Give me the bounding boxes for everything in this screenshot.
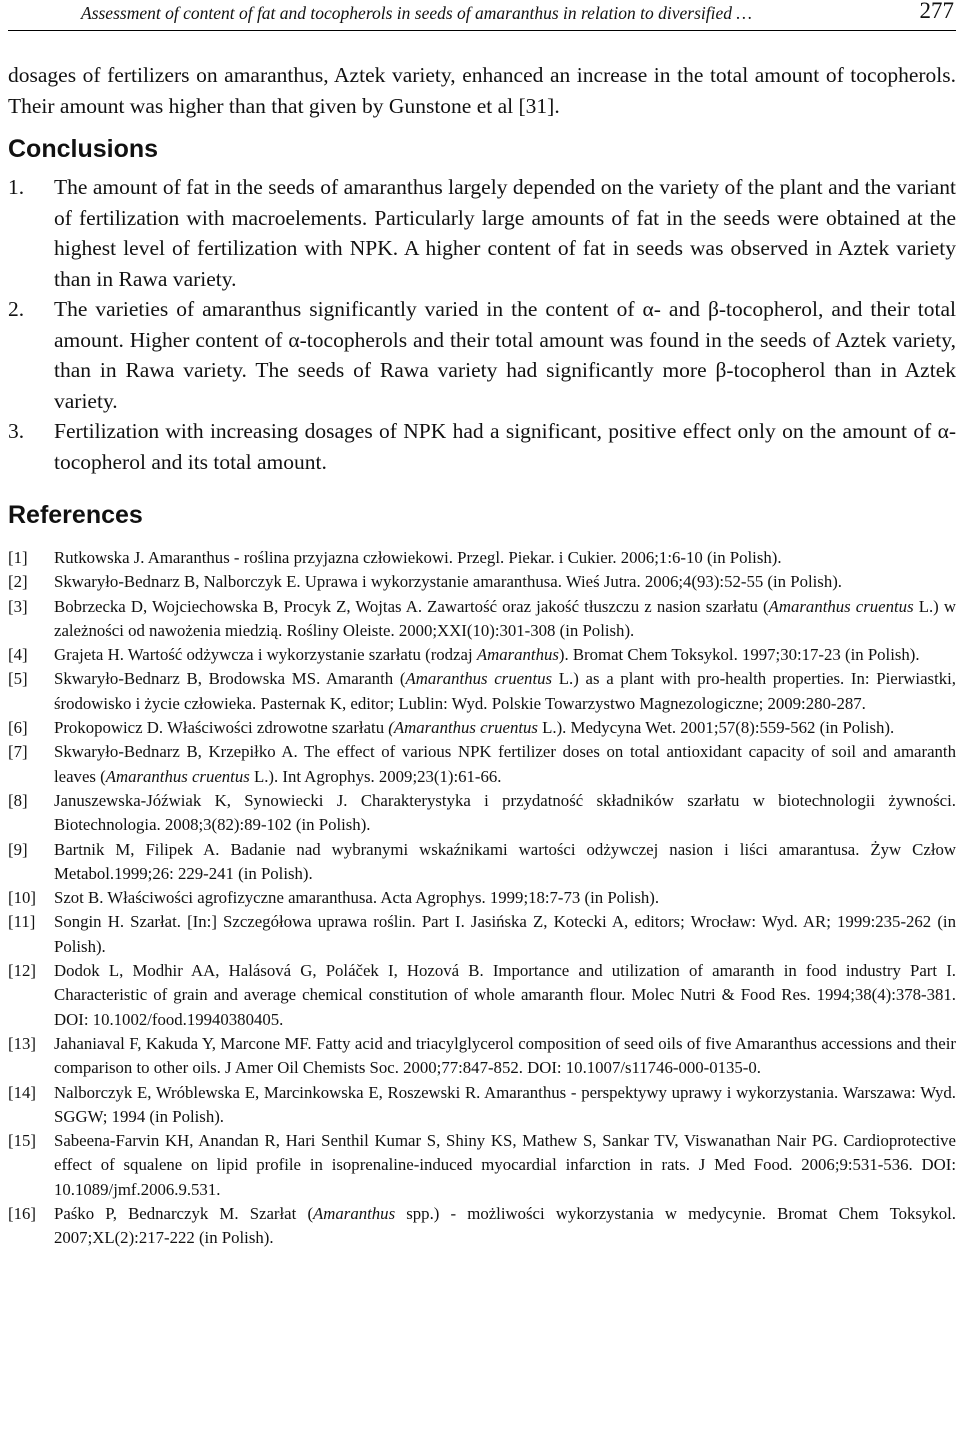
reference-text: Januszewska-Jóźwiak K, Synowiecki J. Charakterystyka i przydatność składników szarłatu w biotechnologii żywności. Biotechnologia. 2008;3(82):89-102 (in Polish).	[54, 790, 956, 835]
reference-text: Songin H. Szarłat. [In:] Szczegółowa uprawa roślin. Part I. Jasińska Z, Kotecki A, editors; Wrocław: Wyd. AR; 1999:235-262 (in Polish).	[54, 912, 956, 956]
reference-text: Skwaryło-Bednarz B, Krzepiłko A. The effect of various NPK fertilizer doses on total antioxidant capacity of soil and amaranth leaves (	[54, 742, 956, 786]
reference-text: Jahaniaval F, Kakuda Y, Marcone MF. Fatty acid and triacylglycerol composition of seed oils of five Amaranthus accessions and their comparison to other oils. J Amer Oil Chemists Soc. 2000;77:847-852. DOI: 10.1007/s11746-000-0135-0.	[54, 1033, 956, 1078]
reference-text: Grajeta H. Wartość odżywcza i wykorzystanie szarłatu (rodzaj	[54, 645, 477, 665]
reference-text: spp.) - możliwości wykorzystania w medycynie. Bromat Chem Toksykol. 2007;XL(2):217-222 (in Polish).	[54, 1204, 956, 1248]
reference-text: Skwaryło-Bednarz B, Nalborczyk E. Uprawa i wykorzystanie amaranthusa. Wieś Jutra. 2006;4(93):52-55 (in Polish).	[54, 572, 843, 592]
reference-text: Paśko P, Bednarczyk M. Szarłat (	[54, 1204, 314, 1224]
reference-item	[8, 1081, 956, 1130]
reference-text: L.) w zależności od nawożenia miedzią. Rośliny Oleiste. 2000;XXI(10):301-308 (in Polish).	[54, 596, 956, 640]
conclusions-heading: Conclusions	[8, 135, 159, 163]
reference-text: Prokopowicz D. Właściwości zdrowotne szarłatu	[54, 718, 389, 738]
document-page	[8, 0, 956, 1251]
reference-number: [16]	[8, 1204, 36, 1224]
reference-italic-text: Amaranthus	[313, 1204, 396, 1224]
intro-paragraph: dosages of fertilizers on amaranthus, Aztek variety, enhanced an increase in the total amount of tocopherols. Their amount was higher than that given by Gunstone et al [31].	[8, 63, 956, 118]
reference-text: ). Bromat Chem Toksykol. 1997;30:17-23 (in Polish).	[558, 645, 920, 665]
reference-item	[8, 789, 956, 838]
running-header	[8, 0, 956, 31]
reference-number: [15]	[8, 1131, 36, 1151]
reference-text: Bartnik M, Filipek A. Badanie nad wybranymi wskaźnikami wartości odżywczej nasion i liści amarantusa. Żyw Człow Metabol.1999;26: 229-241 (in Polish).	[54, 839, 956, 883]
reference-item	[8, 643, 956, 667]
reference-item	[8, 910, 956, 959]
body-text	[8, 60, 956, 530]
running-title: Assessment of content of fat and tocopherols in seeds of amaranthus in relation to diversified …	[81, 3, 752, 23]
reference-number: [5]	[8, 669, 28, 689]
reference-number: [1]	[8, 548, 28, 567]
reference-number: [9]	[8, 839, 28, 859]
reference-item	[8, 838, 956, 887]
reference-italic-text: (Amaranthus cruentus	[388, 718, 538, 738]
reference-number: [10]	[8, 888, 36, 908]
reference-number: [2]	[8, 572, 28, 592]
reference-number: [12]	[8, 961, 36, 981]
page-number: 277	[919, 0, 954, 23]
conclusion-item	[8, 416, 956, 477]
reference-text: Nalborczyk E, Wróblewska E, Marcinkowska E, Roszewski R. Amaranthus - perspektywy uprawy i wykorzystania. Warszawa: Wyd. SGGW; 1994 (in Polish).	[54, 1082, 956, 1126]
references-list	[8, 546, 956, 1251]
reference-text: L.) as a plant with pro-health properties. In: Pierwiastki, środowisko i życie człowieka. Pasternak K, editor; Lublin: Wyd. Polskie Towarzystwo Magnezologiczne; 2009:280-287.	[54, 669, 956, 713]
reference-number: [11]	[8, 912, 36, 932]
reference-italic-text: Amaranthus cruentus	[105, 766, 250, 786]
conclusion-text: The varieties of amaranthus significantly varied in the content of α- and β-tocopherol, and their total amount. Higher content of α-tocopherols and their total amount was found in the seeds of Aztek variety, than in Rawa variety. The seeds of Rawa variety had significantly more β-tocopherol than in Aztek variety.	[54, 297, 956, 413]
conclusions-list	[8, 172, 956, 477]
reference-number: [8]	[8, 790, 28, 810]
reference-item	[8, 886, 956, 910]
reference-italic-text: Amaranthus	[476, 645, 559, 665]
reference-italic-text: Amaranthus cruentus	[405, 669, 553, 689]
conclusion-item	[8, 172, 956, 294]
conclusion-item	[8, 294, 956, 416]
reference-text: Szot B. Właściwości agrofizyczne amaranthusa. Acta Agrophys. 1999;18:7-73 (in Polish).	[54, 888, 660, 908]
reference-text: L.). Medycyna Wet. 2001;57(8):559-562 (in Polish).	[537, 718, 895, 738]
conclusion-text: The amount of fat in the seeds of amaranthus largely depended on the variety of the plant and the variant of fertilization with macroelements. Particularly large amounts of fat in the seeds were obtained at the highest level of fertilization with NPK. A higher content of fat in seeds was observed in Aztek variety than in Rawa variety.	[54, 175, 956, 291]
reference-number: [14]	[8, 1082, 36, 1102]
reference-number: [3]	[8, 596, 28, 616]
reference-text: L.). Int Agrophys. 2009;23(1):61-66.	[249, 766, 502, 786]
reference-item	[8, 595, 956, 644]
conclusion-number: 2.	[8, 297, 25, 321]
reference-item	[8, 570, 956, 594]
conclusion-number: 1.	[8, 175, 25, 199]
reference-item	[8, 1202, 956, 1251]
reference-number: [6]	[8, 718, 28, 738]
reference-item	[8, 959, 956, 1032]
reference-text: Dodok L, Modhir AA, Halásová G, Poláček I, Hozová B. Importance and utilization of amaranth in food industry Part I. Characteristic of grain and average chemical constitution of whole amaranth flour. Molec Nutri & Food Res. 1994;38(4):378-381. DOI: 10.1002/food.19940380405.	[54, 961, 956, 1029]
reference-item	[8, 1032, 956, 1081]
reference-text: Skwaryło-Bednarz B, Brodowska MS. Amaranth (	[54, 669, 406, 689]
conclusion-text: Fertilization with increasing dosages of NPK had a significant, positive effect only on the amount of α- tocopherol and its total amount.	[54, 419, 956, 474]
reference-number: [7]	[8, 742, 28, 762]
reference-item	[8, 546, 956, 570]
references-heading: References	[8, 501, 143, 529]
reference-text: Sabeena-Farvin KH, Anandan R, Hari Senthil Kumar S, Shiny KS, Mathew S, Sankar TV, Viswanathan Nair PG. Cardioprotective effect of squalene on lipid profile in isoprenaline-induced myocardial infarction in rats. J Med Food. 2006;9:531-536. DOI: 10.1089/jmf.2006.9.531.	[54, 1131, 956, 1199]
reference-item	[8, 1129, 956, 1202]
reference-number: [13]	[8, 1033, 36, 1053]
conclusion-number: 3.	[8, 419, 25, 443]
reference-item	[8, 740, 956, 789]
reference-item	[8, 667, 956, 716]
reference-item	[8, 716, 956, 740]
reference-text: Rutkowska J. Amaranthus - roślina przyjazna człowiekowi. Przegl. Piekar. i Cukier. 2006;1:6-10 (in Polish).	[54, 548, 782, 567]
reference-text: Bobrzecka D, Wojciechowska B, Procyk Z, Wojtas A. Zawartość oraz jakość tłuszczu z nasion szarłatu (	[54, 596, 769, 616]
reference-number: [4]	[8, 645, 28, 665]
reference-italic-text: Amaranthus cruentus	[768, 596, 914, 616]
